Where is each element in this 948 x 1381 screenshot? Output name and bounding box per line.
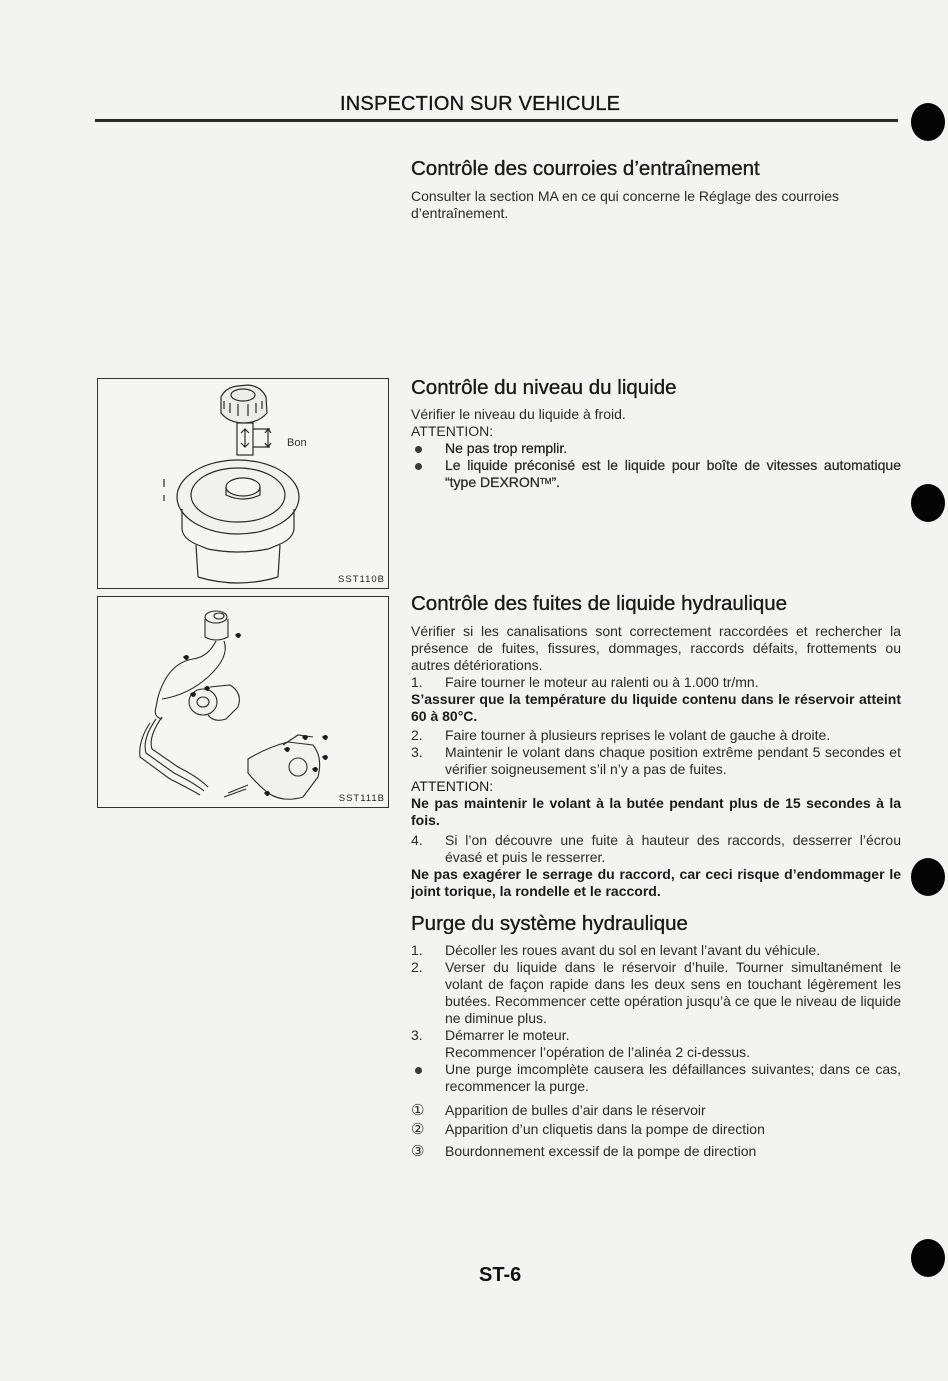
figure-code: SST111B xyxy=(338,793,385,804)
section-fuites xyxy=(411,592,901,900)
temperature-note: S’assurer que la température du liquide contenu dans le réservoir atteint 60 à 80°C. xyxy=(411,691,901,724)
section-body: Consulter la section MA en ce qui concerne le Réglage des courroies d’entraînement. xyxy=(411,188,840,221)
reservoir-illustration xyxy=(98,379,388,588)
hydraulic-circuit-illustration xyxy=(98,597,388,807)
symptom-item xyxy=(411,1102,901,1119)
step-text: Si l’on découvre une fuite à hauteur des raccords, desserrer l’écrou évasé et puis le resserrer. xyxy=(445,832,901,865)
step-item xyxy=(411,727,901,744)
thumb-index-dot xyxy=(911,484,945,522)
header-divider xyxy=(95,119,898,122)
thumb-index-dot xyxy=(911,858,945,896)
symptom-item xyxy=(411,1121,901,1138)
step-text-line: Démarrer le moteur. xyxy=(445,1027,570,1043)
step-item xyxy=(411,942,901,959)
bullet-text: Ne pas trop remplir. xyxy=(445,440,568,456)
bullet-icon xyxy=(411,457,445,491)
closing-quote: ”. xyxy=(551,474,561,490)
bullet-text xyxy=(445,457,901,491)
step-text xyxy=(445,1027,901,1061)
step-number: 2. xyxy=(411,959,423,975)
trademark-superscript: TM xyxy=(539,477,552,486)
step-item xyxy=(411,674,901,691)
step-text-continued: Recommencer l’opération de l’alinéa 2 ci-dessus. xyxy=(445,1044,751,1060)
step-number: 1. xyxy=(411,942,423,958)
thumb-index-dot xyxy=(911,103,945,141)
step-item xyxy=(411,832,901,866)
section-courroies xyxy=(411,157,901,222)
figure-code: SST110B xyxy=(338,574,385,585)
circled-number-icon: ① xyxy=(411,1102,425,1119)
page-number: ST-6 xyxy=(479,1264,522,1286)
step-text: Décoller les roues avant du sol en levant l’avant du véhicule. xyxy=(445,942,821,958)
section-purge xyxy=(411,912,901,1160)
bullet-text-main: Le liquide préconisé est le liquide pour boîte de vitesses automatique “type DEXRON xyxy=(445,457,901,490)
section-title: Contrôle des fuites de liquide hydraulique xyxy=(411,592,788,615)
attention-text: Ne pas maintenir le volant à la butée pendant plus de 15 secondes à la fois. xyxy=(411,795,901,828)
attention-label: ATTENTION: xyxy=(411,778,494,794)
attention-label: ATTENTION: xyxy=(411,423,494,439)
symptom-text: Bourdonnement excessif de la pompe de direction xyxy=(445,1143,757,1159)
circled-number-icon: ② xyxy=(411,1121,425,1138)
page-header-title: INSPECTION SUR VEHICULE xyxy=(340,93,621,115)
figure-reservoir xyxy=(97,378,389,589)
figure-hydraulic-circuit xyxy=(97,596,389,808)
bullet-text: Une purge imcomplète causera les défaillances suivantes; dans ce cas, recommencer la purge. xyxy=(445,1061,901,1094)
bullet-item xyxy=(411,1061,901,1095)
step-number: 3. xyxy=(411,744,423,760)
thumb-index-dot xyxy=(911,1239,945,1277)
step-number: 1. xyxy=(411,674,423,690)
step-number: 3. xyxy=(411,1027,423,1043)
section-niveau xyxy=(411,376,901,491)
symptom-text: Apparition de bulles d’air dans le réservoir xyxy=(445,1102,706,1118)
section-title: Contrôle des courroies d’entraînement xyxy=(411,157,760,180)
step-item xyxy=(411,959,901,1027)
step-item xyxy=(411,744,901,778)
symptom-text: Apparition d’un cliquetis dans la pompe de direction xyxy=(445,1121,765,1137)
step-text: Maintenir le volant dans chaque position extrême pendant 5 secondes et vérifier soigneusement s’il n’y a pas de fuites. xyxy=(445,744,901,777)
section-intro: Vérifier si les canalisations sont correctement raccordées et rechercher la présence de fuites, fissures, dommages, raccords défaits, frottements ou autres détériorations. xyxy=(411,623,901,673)
step-number: 2. xyxy=(411,727,423,743)
circled-number-icon: ③ xyxy=(411,1143,425,1160)
step-text: Verser du liquide dans le réservoir d’huile. Tourner simultanément le volant de façon rapide dans les deux sens en touchant légèrement les butées. Recommencer cette opération jusqu’à ce que le niveau de liquide ne diminue plus. xyxy=(445,959,901,1026)
warning-text: Ne pas exagérer le serrage du raccord, car ceci risque d’endommager le joint torique, la rondelle et le raccord. xyxy=(411,866,901,899)
figure-label-bon: Bon xyxy=(287,437,307,449)
bullet-icon xyxy=(411,1061,445,1095)
bullet-item xyxy=(411,457,901,491)
step-item xyxy=(411,1027,901,1061)
section-intro: Vérifier le niveau du liquide à froid. xyxy=(411,406,626,422)
section-title: Contrôle du niveau du liquide xyxy=(411,376,677,399)
step-text: Faire tourner à plusieurs reprises le volant de gauche à droite. xyxy=(445,727,831,743)
symptom-item xyxy=(411,1143,901,1160)
step-text: Faire tourner le moteur au ralenti ou à 1.000 tr/mn. xyxy=(445,674,759,690)
step-number: 4. xyxy=(411,832,423,848)
section-title: Purge du système hydraulique xyxy=(411,912,688,935)
bullet-icon xyxy=(411,440,445,457)
bullet-item xyxy=(411,440,901,457)
